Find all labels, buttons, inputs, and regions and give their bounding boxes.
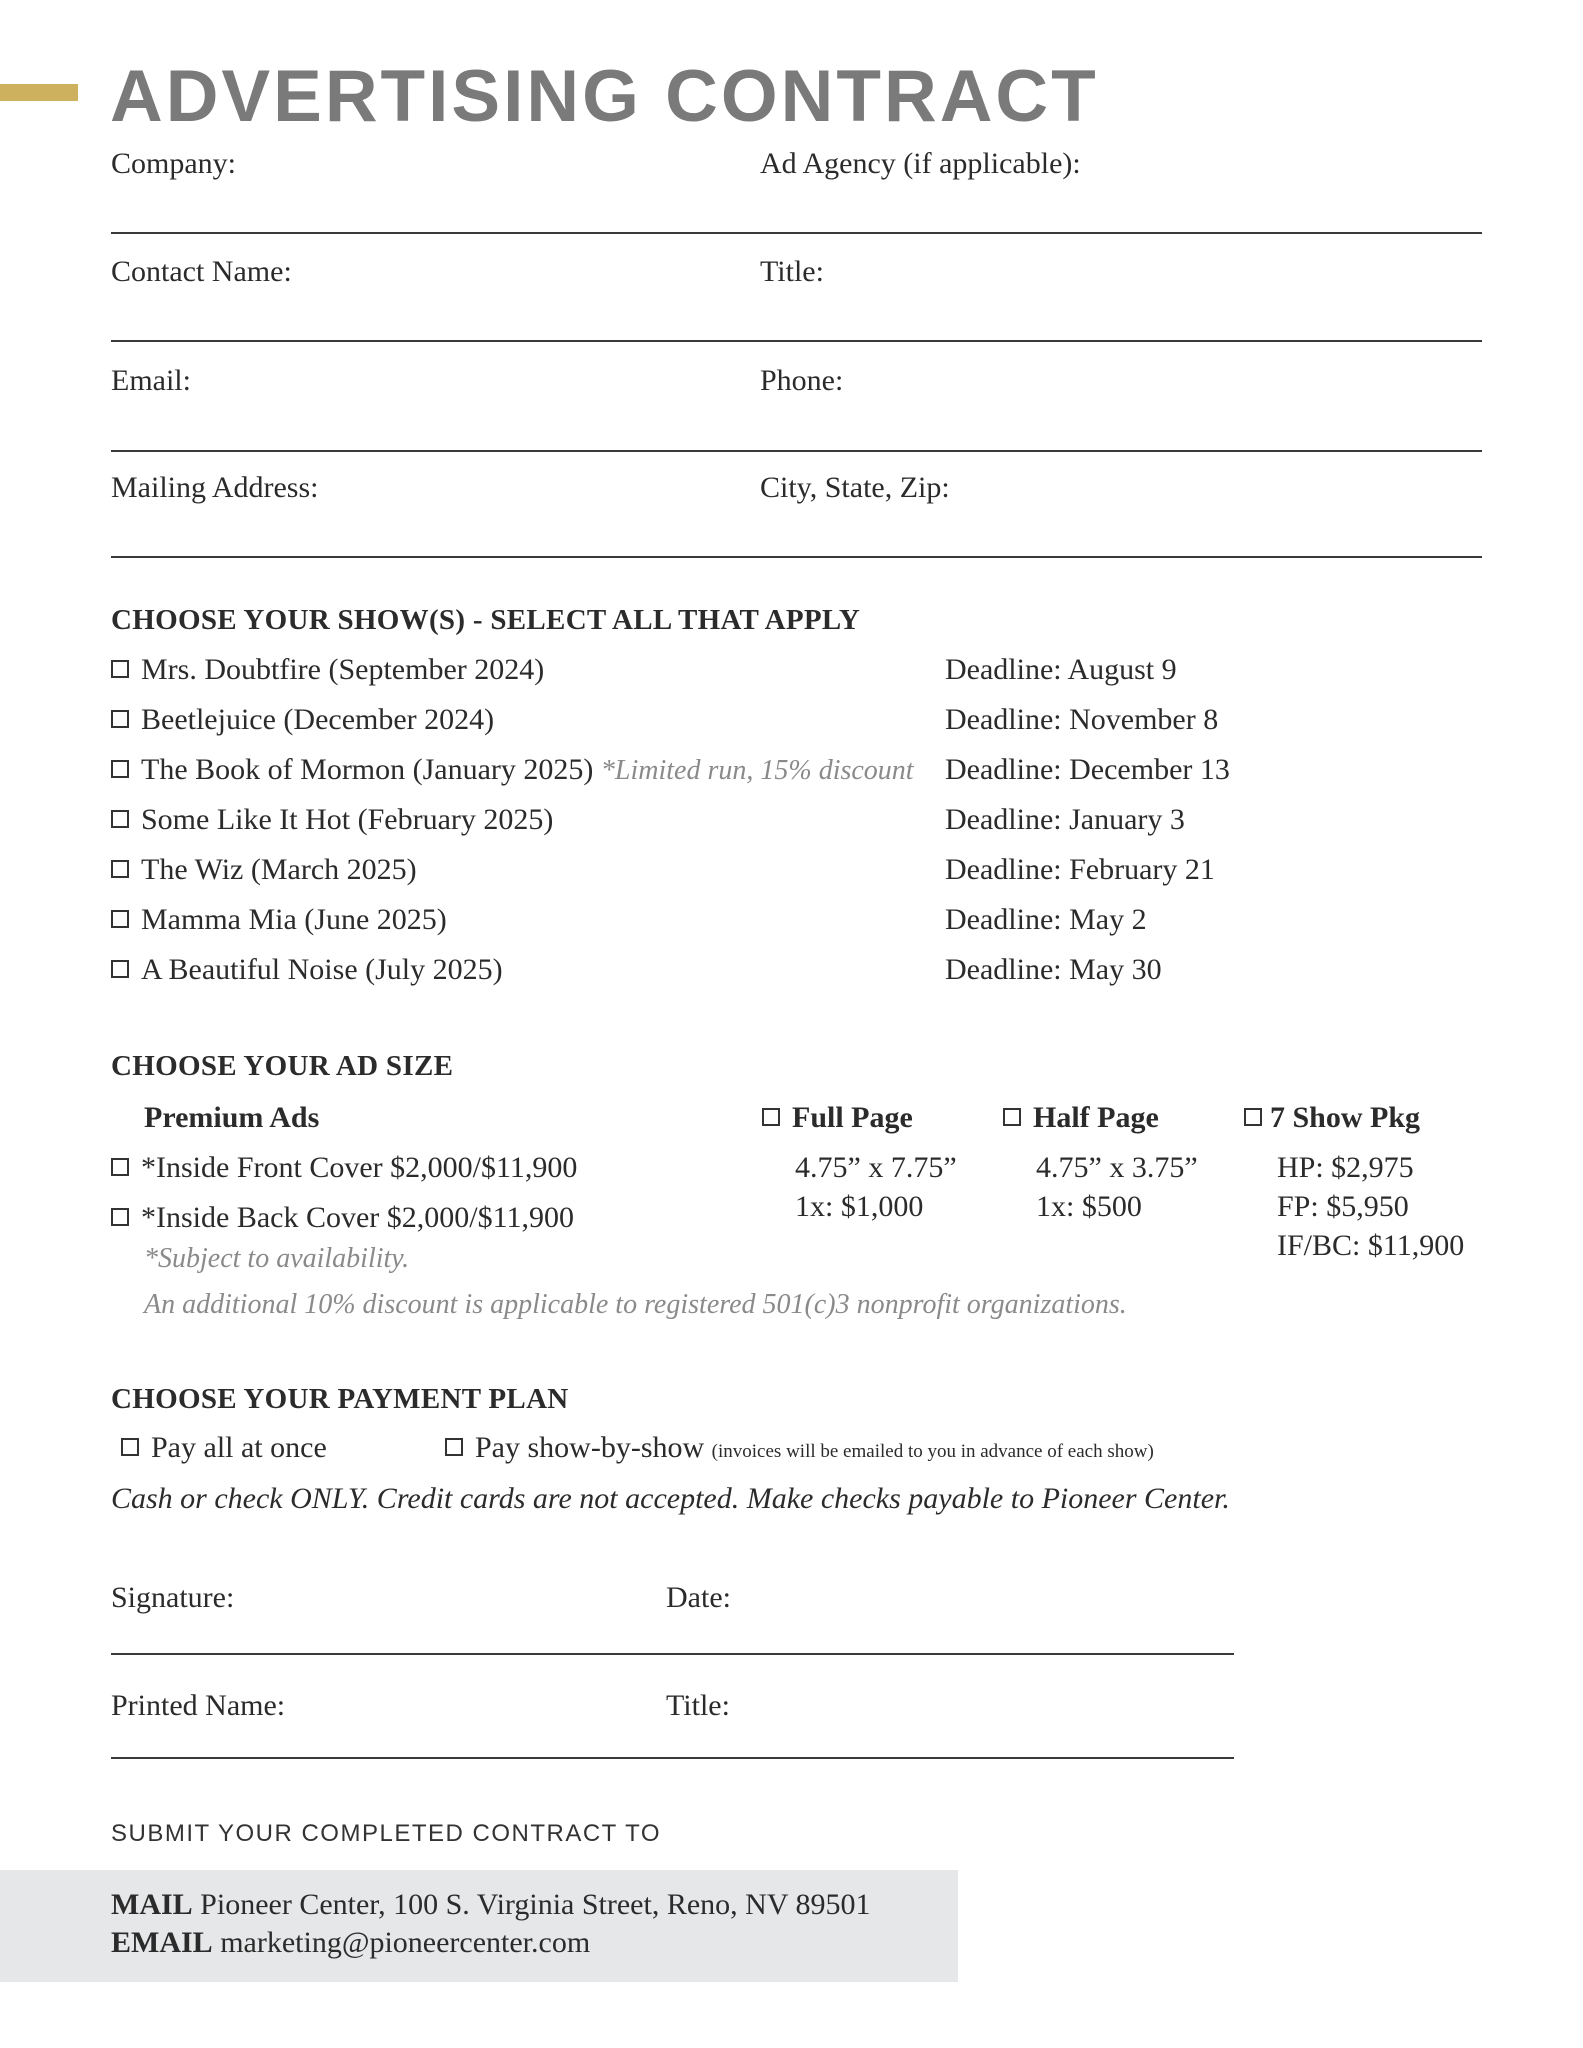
pay-show-by-show-option[interactable] <box>445 1430 1154 1470</box>
checkbox-icon[interactable] <box>111 860 129 878</box>
printed-name-label: Printed Name: <box>111 1689 286 1722</box>
email-label: Email: <box>111 364 191 397</box>
show-deadline: Deadline: January 3 <box>945 803 1185 836</box>
signature-field-line[interactable] <box>111 1653 1234 1655</box>
checkbox-icon[interactable] <box>111 960 129 978</box>
show-deadline: Deadline: August 9 <box>945 653 1177 686</box>
show-label: The Wiz (March 2025) <box>141 853 417 886</box>
signer-title-label: Title: <box>666 1689 730 1722</box>
email-contact-label: EMAIL <box>111 1926 213 1959</box>
ad-size-heading: CHOOSE YOUR AD SIZE <box>111 1050 454 1082</box>
premium-item-front-cover[interactable] <box>111 1150 577 1186</box>
show-label: Mrs. Doubtfire (September 2024) <box>141 653 545 686</box>
show-item[interactable] <box>111 952 503 988</box>
show-item[interactable] <box>111 752 914 789</box>
pay-all-at-once-option[interactable] <box>121 1430 327 1466</box>
checkbox-icon[interactable] <box>111 910 129 928</box>
show-deadline: Deadline: May 30 <box>945 953 1162 986</box>
nonprofit-note: An additional 10% discount is applicable to registered 501(c)3 nonprofit organizations. <box>144 1289 1127 1320</box>
show-label: Some Like It Hot (February 2025) <box>141 803 554 836</box>
seven-show-hp: HP: $2,975 <box>1277 1151 1414 1184</box>
date-label: Date: <box>666 1581 731 1614</box>
accent-bar <box>0 84 78 101</box>
seven-show-option[interactable] <box>1244 1100 1420 1136</box>
company-field-line[interactable] <box>111 232 1482 234</box>
premium-ads-heading: Premium Ads <box>144 1101 320 1134</box>
shows-heading: CHOOSE YOUR SHOW(S) - SELECT ALL THAT APPLY <box>111 604 861 636</box>
contact-title-label: Title: <box>760 255 824 288</box>
show-note: *Limited run, 15% discount <box>600 755 914 786</box>
seven-show-ifbc: IF/BC: $11,900 <box>1277 1229 1465 1262</box>
company-label: Company: <box>111 147 236 180</box>
half-page-price: 1x: $500 <box>1036 1190 1142 1223</box>
contact-name-label: Contact Name: <box>111 255 292 288</box>
checkbox-icon[interactable] <box>111 810 129 828</box>
checkbox-icon[interactable] <box>1244 1108 1262 1126</box>
show-label: The Book of Mormon (January 2025) <box>141 753 594 786</box>
half-page-option[interactable] <box>1003 1100 1159 1136</box>
submit-heading: SUBMIT YOUR COMPLETED CONTRACT TO <box>111 1820 662 1847</box>
half-page-label: Half Page <box>1033 1101 1159 1134</box>
checkbox-icon[interactable] <box>111 1208 129 1226</box>
payment-heading: CHOOSE YOUR PAYMENT PLAN <box>111 1383 569 1415</box>
show-item[interactable] <box>111 802 553 838</box>
premium-item-back-cover[interactable] <box>111 1200 574 1236</box>
show-deadline: Deadline: May 2 <box>945 903 1147 936</box>
mail-address: Pioneer Center, 100 S. Virginia Street, Reno, NV 89501 <box>200 1888 871 1921</box>
show-label: A Beautiful Noise (July 2025) <box>141 953 503 986</box>
city-state-zip-label: City, State, Zip: <box>760 471 950 504</box>
ad-agency-label: Ad Agency (if applicable): <box>760 147 1081 180</box>
full-page-price: 1x: $1,000 <box>795 1190 924 1223</box>
show-item[interactable] <box>111 652 544 688</box>
mailing-address-label: Mailing Address: <box>111 471 319 504</box>
checkbox-icon[interactable] <box>111 710 129 728</box>
pay-all-label: Pay all at once <box>151 1431 327 1464</box>
checkbox-icon[interactable] <box>111 1158 129 1176</box>
submit-info-box <box>0 1870 958 1982</box>
show-item[interactable] <box>111 902 447 938</box>
signature-label: Signature: <box>111 1581 235 1614</box>
show-deadline: Deadline: December 13 <box>945 753 1230 786</box>
checkbox-icon[interactable] <box>111 660 129 678</box>
show-deadline: Deadline: November 8 <box>945 703 1219 736</box>
email-field-line[interactable] <box>111 450 1482 452</box>
show-item[interactable] <box>111 702 494 738</box>
pay-show-note: (invoices will be emailed to you in advance of each show) <box>711 1441 1154 1462</box>
contact-name-field-line[interactable] <box>111 340 1482 342</box>
page-title: ADVERTISING CONTRACT <box>110 56 1099 137</box>
checkbox-icon[interactable] <box>121 1438 139 1456</box>
mail-line <box>111 1886 870 1924</box>
checkbox-icon[interactable] <box>762 1108 780 1126</box>
full-page-size: 4.75” x 7.75” <box>795 1151 957 1184</box>
seven-show-label: 7 Show Pkg <box>1270 1101 1421 1134</box>
seven-show-fp: FP: $5,950 <box>1277 1190 1409 1223</box>
payment-notice: Cash or check ONLY. Credit cards are not accepted. Make checks payable to Pioneer Center. <box>111 1482 1230 1515</box>
checkbox-icon[interactable] <box>1003 1108 1021 1126</box>
phone-label: Phone: <box>760 364 844 397</box>
mail-label: MAIL <box>111 1888 193 1921</box>
show-label: Beetlejuice (December 2024) <box>141 703 495 736</box>
premium-item-label: *Inside Back Cover $2,000/$11,900 <box>141 1201 574 1234</box>
show-label: Mamma Mia (June 2025) <box>141 903 447 936</box>
full-page-label: Full Page <box>792 1101 913 1134</box>
address-field-line[interactable] <box>111 556 1482 558</box>
half-page-size: 4.75” x 3.75” <box>1036 1151 1198 1184</box>
show-deadline: Deadline: February 21 <box>945 853 1215 886</box>
email-line <box>111 1924 590 1962</box>
email-address[interactable]: marketing@pioneercenter.com <box>220 1926 591 1959</box>
pay-show-label: Pay show-by-show <box>475 1431 705 1464</box>
checkbox-icon[interactable] <box>445 1438 463 1456</box>
show-item[interactable] <box>111 852 417 888</box>
printed-name-field-line[interactable] <box>111 1757 1234 1759</box>
checkbox-icon[interactable] <box>111 760 129 778</box>
premium-item-label: *Inside Front Cover $2,000/$11,900 <box>141 1151 578 1184</box>
full-page-option[interactable] <box>762 1100 913 1136</box>
availability-note: *Subject to availability. <box>144 1243 410 1274</box>
